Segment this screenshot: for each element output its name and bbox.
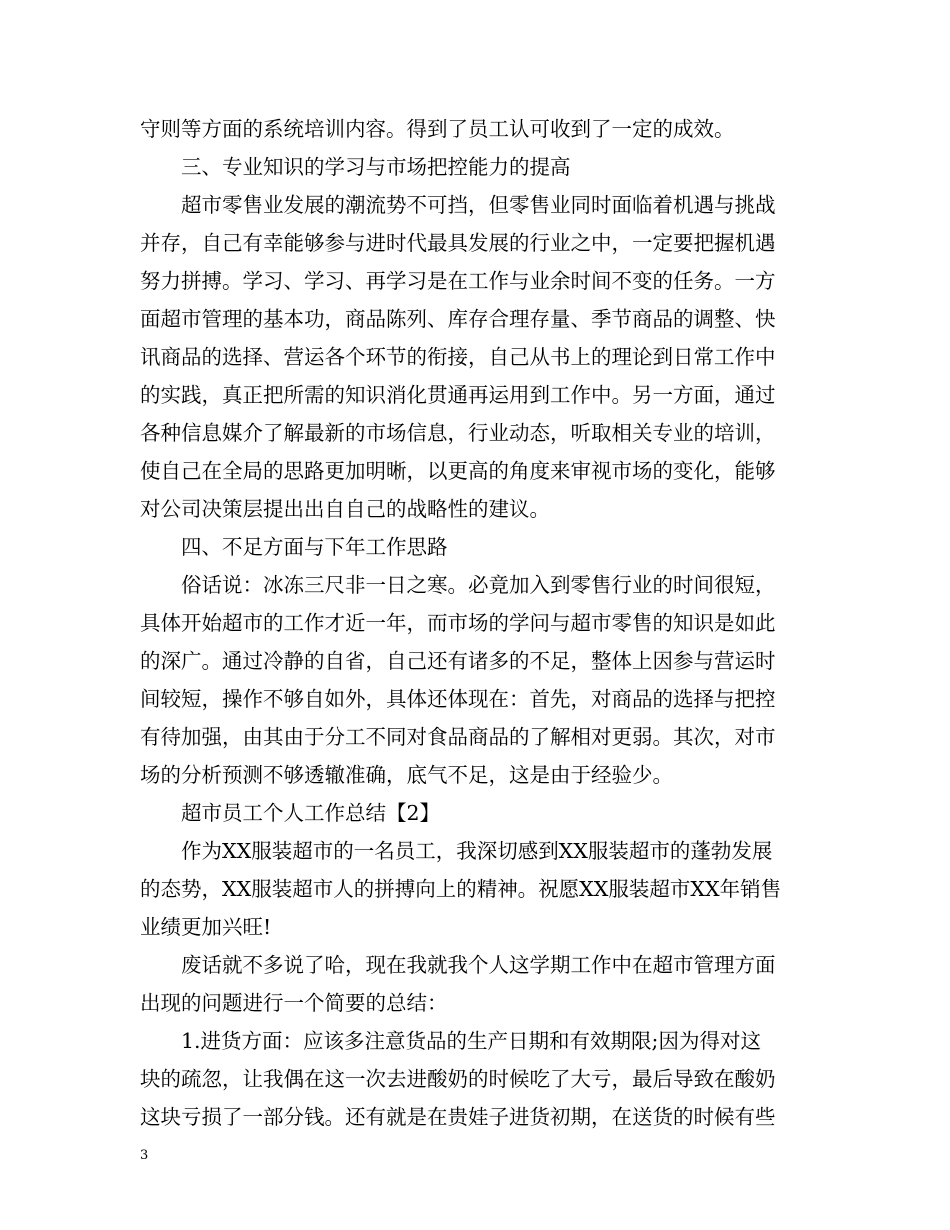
text-line: 的实践，真正把所需的知识消化贯通再运用到工作中。另一方面，通过 [140,383,776,407]
text-line: 业绩更加兴旺! [140,915,272,939]
text-line: 有待加强，由其由于分工不同对食品商品的了解相对更弱。其次，对市 [140,725,776,749]
page-number: 3 [140,1148,149,1163]
text-line: 出现的问题进行一个简要的总结： [140,991,448,1015]
text-line: 的深广。通过冷静的自省，自己还有诸多的不足，整体上因参与营运时 [140,649,776,673]
text-line: 场的分析预测不够透辙准确，底气不足，这是由于经验少。 [140,763,673,787]
text-line: 并存，自己有幸能够参与进时代最具发展的行业之中，一定要把握机遇 [140,231,776,255]
text-line: 块的疏忽，让我偶在这一次去进酸奶的时候吃了大亏，最后导致在酸奶 [140,1067,776,1091]
paragraph-first-line: 废话就不多说了哈，现在我就我个人这学期工作中在超市管理方面 [181,953,776,977]
text-line: 讯商品的选择、营运各个环节的衔接，自己从书上的理论到日常工作中 [140,345,776,369]
text-line: 守则等方面的系统培训内容。得到了员工认可收到了一定的成效。 [140,117,735,141]
paragraph-first-line: 1.进货方面：应该多注意货品的生产日期和有效期限;因为得对这 [181,1029,761,1053]
paragraph-first-line: 作为XX服装超市的一名员工，我深切感到XX服装超市的蓬勃发展 [181,839,773,863]
paragraph-first-line: 俗话说：冰冻三尺非一日之寒。必竟加入到零售行业的时间很短， [181,573,776,597]
text-line: 间较短，操作不够自如外，具体还体现在：首先，对商品的选择与把控 [140,687,776,711]
text-line: 面超市管理的基本功，商品陈列、库存合理存量、季节商品的调整、快 [140,307,776,331]
text-line: 使自己在全局的思路更加明晰，以更高的角度来审视市场的变化，能够 [140,459,776,483]
text-line: 这块亏损了一部分钱。还有就是在贵娃子进货初期，在送货的时候有些 [140,1105,776,1129]
text-line: 努力拼搏。学习、学习、再学习是在工作与业余时间不变的任务。一方 [140,269,776,293]
text-line: 的态势，XX服装超市人的拼搏向上的精神。祝愿XX服装超市XX年销售 [140,877,782,901]
text-line: 具体开始超市的工作才近一年，而市场的学问与超市零售的知识是如此 [140,611,776,635]
section-heading: 四、不足方面与下年工作思路 [181,535,448,559]
section-heading: 超市员工个人工作总结【2】 [181,801,441,825]
paragraph-first-line: 超市零售业发展的潮流势不可挡，但零售业同时面临着机遇与挑战 [181,193,776,217]
section-heading: 三、专业知识的学习与市场把控能力的提高 [181,155,571,179]
text-line: 对公司决策层提出出自自己的战略性的建议。 [140,497,550,521]
text-line: 各种信息媒介了解最新的市场信息，行业动态，听取相关专业的培训， [140,421,776,445]
